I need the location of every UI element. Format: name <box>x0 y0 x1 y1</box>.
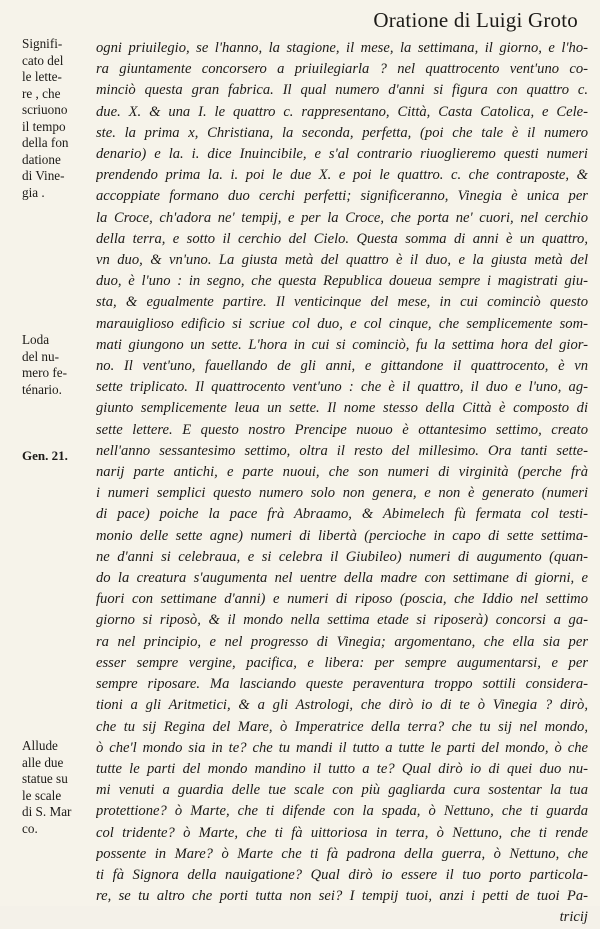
margin-note-line: ténario. <box>22 381 62 397</box>
body-line: ra nel principio, e nel progresso di Vinegia; argomentano, che ella sia per <box>96 633 588 650</box>
margin-note-line: di Vine- <box>22 168 65 183</box>
margin-note-line: Gen. 21. <box>22 448 68 463</box>
margin-note-line: Loda <box>22 332 50 347</box>
body-line: sempre riposare. Ma lasciando queste peraventura troppo sottili considera- <box>96 676 588 693</box>
margin-note-septenary <box>22 332 94 398</box>
margin-note-statues <box>22 738 94 837</box>
body-line: accoppiate formano duo cerchi perfetti; significeranno, Vinegia è unica per <box>96 188 588 205</box>
margin-note-line: di S. Mar <box>22 804 72 819</box>
margin-note-line: gia . <box>22 184 45 200</box>
body-line: ò che'l mondo sia in te? che tu mandi il tutto a tutte le parti del mondo, ò che <box>96 739 588 756</box>
body-line: tricij <box>559 909 588 926</box>
body-line: giunto semplicemente leua un sette. Il nome stesso della Città è composto di <box>96 400 588 417</box>
body-line: possente in Mare? ò Marte che ti fà padrona della guerra, ò Nettuno, che <box>96 845 588 862</box>
body-line: i numeri semplici questo numero solo non genera, e non è generato (numeri <box>96 485 588 502</box>
body-line: narij parte antichi, e parte nuoui, che son numeri di virginità (perche frà <box>96 464 588 481</box>
margin-note-line: le lette- <box>22 69 62 84</box>
body-line: re, se tu altro che porti tutta non sei? I tempij tuoi, anzi i petti de tuoi Pa- <box>96 888 588 905</box>
margin-note-line: re , che <box>22 85 61 101</box>
running-title: Oratione di Luigi Groto <box>373 8 578 32</box>
body-line: due. X. & una I. le quattro c. rappresentano, Città, Casta Catolica, e Cele- <box>96 103 588 120</box>
margin-note-foundation-date <box>22 36 94 201</box>
body-line: esser sempre vergine, pacifica, e libera: per sempre augumentarsi, e per <box>96 654 588 671</box>
body-line: giorno si riposò, & il mondo nella settima etade si riposerà) concorsi a ga- <box>96 612 588 629</box>
body-line: mi venuti a guardia delle tue scale con più gagliarda cura sostentar la tua <box>96 782 588 799</box>
body-line: mati giungono un sette. L'hora in cui si cominciò, fu la settima hora del gior- <box>96 336 588 353</box>
body-line: marauiglioso edificio si scriue col duo, e col cinque, che semplicemente som- <box>96 315 588 332</box>
body-line: nell'anno sessantesimo settimo, oltra il resto del millesimo. Ora tanti sette- <box>96 442 588 459</box>
body-line: prendendo prima la. i. poi le due X. e poi le quattro. c. che contraposte, & <box>96 167 588 184</box>
body-line: ra giuntamente concorsero a priuilegiarla ? nel quattrocento vent'uno co- <box>96 61 588 78</box>
body-line: della terra, e sotto il cerchio del Cielo. Questa somma di anni è un quattro, <box>96 230 588 247</box>
body-line: protettione? ò Marte, che ti difende con la spada, ò Nettuno, che ti guarda <box>96 803 588 820</box>
body-line: tioni a gli Aritmetici, & a gli Astrologi, che dirò io di te ò Vinegia ? dirò, <box>96 697 588 714</box>
margin-note-line: statue su <box>22 771 68 786</box>
body-line: ne d'anni si celebraua, e si celebra il Giubileo) numeri di augumento (quan- <box>96 548 588 565</box>
body-line: ogni priuilegio, se l'hanno, la stagione, il mese, la settimana, il giorno, e l'ho- <box>96 40 588 56</box>
margin-note-line: co. <box>22 820 38 836</box>
margin-note-line: datione <box>22 151 61 167</box>
body-line: che tu sij Regina del Mare, ò Imperatrice della terra? che tu sij nel mondo, <box>96 718 588 735</box>
margin-note-line: Allude <box>22 738 58 753</box>
body-line: minciò questa gran fabrica. Il qual numero d'anni si figura con quattro c. <box>96 82 588 99</box>
body-line: vn duo, & vn'uno. La giusta metà del quattro è il duo, e la giusta metà del <box>96 252 588 269</box>
margin-note-line: Signifi- <box>22 36 63 51</box>
margin-note-line: scriuono <box>22 102 68 117</box>
body-line: sette triplicato. Il quattrocento vent'uno : che è il quattro, il duo e l'uno, ag- <box>96 379 588 396</box>
body-line: tutte le parti del mondo mandino il tutto a te? Qual dirò io di quei duo nu- <box>96 760 588 777</box>
body-line: col tridente? ò Marte, che ti fà uittoriosa in terra, ò Nettuno, che ti rende <box>96 824 588 841</box>
margin-note-genesis-reference <box>22 448 94 465</box>
body-text <box>96 38 588 929</box>
body-line: di pace) poiche la pace frà Abraamo, & Abimelech fù fermata col testi- <box>96 506 588 523</box>
margin-note-line: le scale <box>22 787 62 803</box>
margin-note-line: del nu- <box>22 348 59 364</box>
body-line: denario) e la. i. dice Inuincibile, e s'al contrario riuoglieremo questi numeri <box>96 146 588 163</box>
body-line: ti fà Signora della nauigatione? Qual dirò io essere il tuo porto particola- <box>96 866 588 883</box>
body-line: no. Il vent'uno, fauellando de gli anni, e gittandone il quattrocento, è vn <box>96 358 588 375</box>
margin-note-line: della fon <box>22 135 69 150</box>
margin-note-line: alle due <box>22 754 64 770</box>
body-line: ste. la prima x, Christiana, la seconda, perfetta, (poi che tale è il numero <box>96 124 588 141</box>
body-line: monio delle sette agne) numeri di libertà (percioche in capo di sette settima- <box>96 527 588 544</box>
margin-note-line: mero fe- <box>22 365 68 380</box>
body-line: sta, & egualmente partire. Il venticinque del mese, in cui cominciò questo <box>96 294 588 311</box>
body-line: fuori con settimane d'anni) e numeri di riposo (poscia, che Iddio nel settimo <box>96 591 588 608</box>
margin-note-line: cato del <box>22 52 64 68</box>
margin-note-line: il tempo <box>22 118 66 134</box>
body-line: do la creatura s'augumenta nel uentre della madre con settimane di giorni, e <box>96 570 588 587</box>
body-line: duo, è l'uno : in segno, che questa Republica doueua sempre i magistrati giu- <box>96 273 588 290</box>
body-line: sette lettere. E questo nostro Prencipe nuouo è ottantesimo settimo, creato <box>96 421 588 438</box>
body-line: la Croce, ch'adora ne' tempij, e per la Croce, che porta ne' cuori, nel cerchio <box>96 209 588 226</box>
